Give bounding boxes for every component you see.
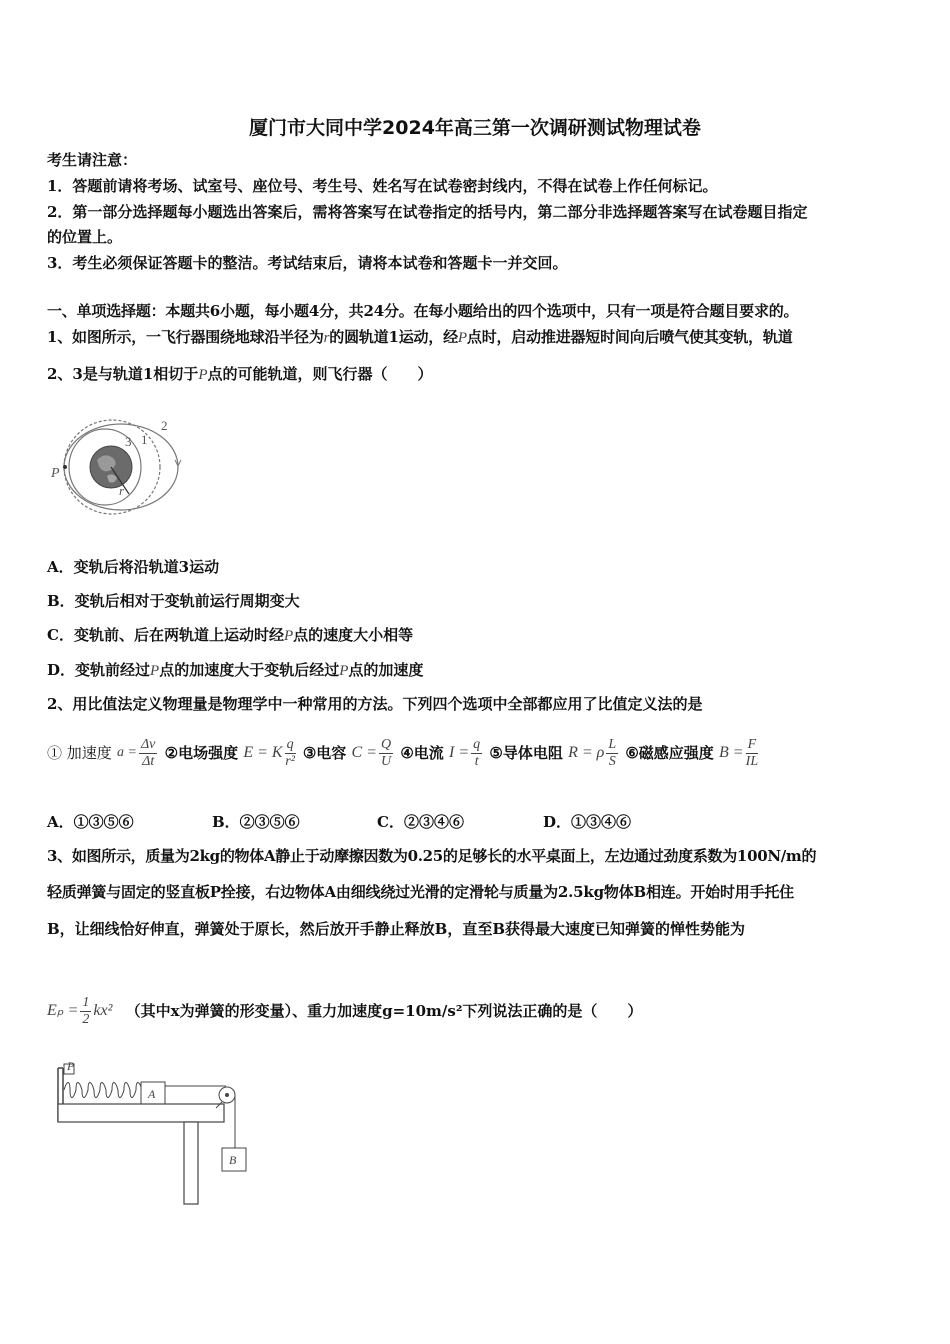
q1-option-d: D．变轨前经过P点的加速度大于变轨后经过P点的加速度 xyxy=(47,661,424,679)
q2-stem: 2、用比值法定义物理量是物理学中一种常用的方法。下列四个选项中全部都应用了比值定义法的是 xyxy=(47,695,703,713)
figure-label-board: P xyxy=(67,1060,75,1073)
figure-label-orbit-2: 2 xyxy=(161,418,168,433)
q3-stem-line3: B，让细线恰好伸直，弹簧处于原长，然后放开手静止释放B，直至B获得最大速度已知弹簧的惮性势能为 xyxy=(47,920,746,938)
q1-option-c: C．变轨前、后在两轨道上运动时经P点的速度大小相等 xyxy=(47,626,414,644)
figure-label-block-b: B xyxy=(229,1153,237,1167)
figure-label-orbit-3: 3 xyxy=(125,434,132,449)
figure-label-orbit-1: 1 xyxy=(141,432,148,447)
q2-option-d: D．①③④⑥ xyxy=(543,813,632,831)
figure-label-r: r xyxy=(119,483,125,498)
notice-item-2-cont: 的位置上。 xyxy=(47,228,123,246)
orbit-figure xyxy=(45,410,195,520)
notice-item-2: 2．第一部分选择题每小题选出答案后，需将答案写在试卷指定的括号内，第二部分非选择题答案写在试卷题目指定 xyxy=(47,203,808,221)
q2-option-b: B．②③⑤⑥ xyxy=(212,813,300,831)
q2-items: ① 加速度 a = $\frac{\Delta v}{\Delta t}$ ②电场强度 E = K $\frac{q}{\text{r²}}$ ③电容 C = $\frac{Q}{U}$ ④电流 I = $\frac{q}{t}$ ⑤导体电阻 R = ρ $\frac{L}{S}$ ⑥磁感应强度 B = $\frac{F}{IL}$ xyxy=(47,736,759,769)
q3-stem-line1: 3、如图所示，质量为2kg的物体A静止于动摩擦因数为0.25的足够长的水平桌面上，左边通过劲度系数为100N/m的 xyxy=(47,847,817,865)
q1-option-b: B．变轨后相对于变轨前运行周期变大 xyxy=(47,592,300,610)
q3-formula-line: Eₚ = $\frac{1}{2}$ kx² （其中x为弹簧的形变量）、重力加速度g=10m/s²下列说法正确的是（ ） xyxy=(47,994,643,1027)
q2-option-a: A．①③⑤⑥ xyxy=(47,813,134,831)
q3-stem-line2: 轻质弹簧与固定的竖直板P拴接，右边物体A由细线绕过光滑的定滑轮与质量为2.5kg物体B相连。开始时用手托住 xyxy=(47,883,794,901)
figure-label-block-a: A xyxy=(148,1087,156,1101)
q1-stem-line1: 1、如图所示，一飞行器围绕地球沿半径为r的圆轨道1运动，经P点时，启动推进器短时间向后喷气使其变轨，轨道 xyxy=(47,328,793,346)
figure-label-p: P xyxy=(51,466,60,481)
spring-pulley-figure xyxy=(50,1060,260,1210)
notice-item-1: 1．答题前请将考场、试室号、座位号、考生号、姓名写在试卷密封线内，不得在试卷上作任何标记。 xyxy=(47,177,718,195)
notice-item-3: 3．考生必须保证答题卡的整洁。考试结束后，请将本试卷和答题卡一并交回。 xyxy=(47,254,568,272)
q1-option-a: A．变轨后将沿轨道3运动 xyxy=(47,558,220,576)
q1-stem-line2: 2、3是与轨道1相切于P点的可能轨道，则飞行器（ ） xyxy=(47,365,433,383)
section-heading: 一、单项选择题：本题共6小题，每小题4分，共24分。在每小题给出的四个选项中，只有一项是符合题目要求的。 xyxy=(47,302,799,320)
page-title: 厦门市大同中学2024年高三第一次调研测试物理试卷 xyxy=(249,117,701,139)
notice-heading: 考生请注意： xyxy=(47,151,138,169)
q2-option-c: C．②③④⑥ xyxy=(377,813,464,831)
